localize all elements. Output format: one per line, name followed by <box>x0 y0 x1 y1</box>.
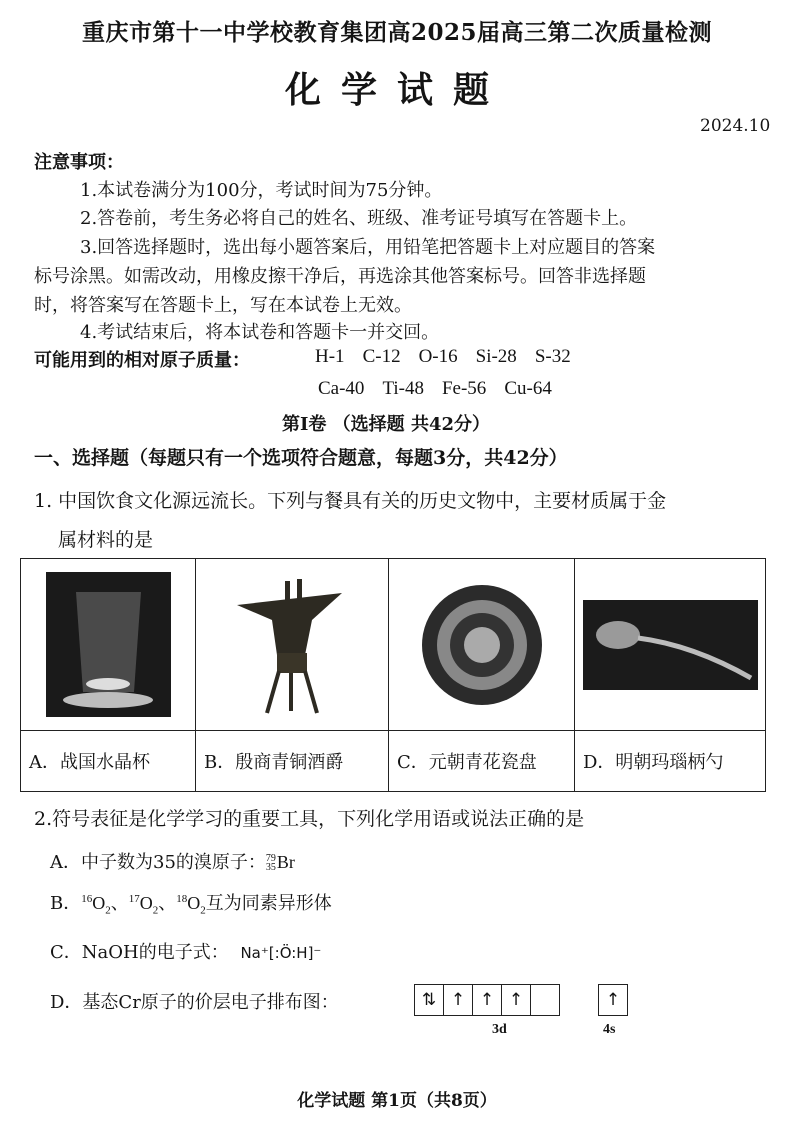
orbital-4s-1: ↑ <box>598 984 628 1016</box>
label-4s: 4s <box>603 1022 616 1037</box>
q1-option-c: C．元朝青花瓷盘 <box>389 731 575 791</box>
masses-row-2: Ca-40 Ti-48 Fe-56 Cu-64 <box>318 378 552 399</box>
orbital-3d-3: ↑ <box>472 984 501 1016</box>
q1-option-b: B．殷商青铜酒爵 <box>196 731 389 791</box>
orbital-3d-1: ⇅ <box>414 984 443 1016</box>
notice-item-3-cont1: 标号涂黑。如需改动，用橡皮擦干净后，再选涂其他答案标号。回答非选择题 <box>34 266 646 287</box>
q2-option-d: D．基态Cr原子的价层电子排布图： <box>50 992 339 1013</box>
q1-stem-line2: 属材料的是 <box>58 529 154 551</box>
orbital-3d-5 <box>530 984 560 1016</box>
label-3d: 3d <box>492 1022 507 1037</box>
orbital-3d-2: ↑ <box>443 984 472 1016</box>
blue-white-plate-image <box>389 559 575 731</box>
q2-stem: 2.符号表征是化学学习的重要工具，下列化学用语或说法正确的是 <box>34 808 585 830</box>
naoh-electron-formula: Na⁺[:Ö:H]⁻ <box>240 944 322 962</box>
page-title: 化学试题 <box>284 69 509 111</box>
bronze-jue-image <box>196 559 389 731</box>
notice-item-4: 4.考试结束后，将本试卷和答题卡一并交回。 <box>80 322 440 343</box>
q2-option-c: C．NaOH的电子式： Na⁺[:Ö:H]⁻ <box>50 942 322 963</box>
exam-date: 2024.10 <box>700 116 771 136</box>
page-footer: 化学试题 第1页（共8页） <box>297 1091 497 1111</box>
orbital-3d-4: ↑ <box>501 984 530 1016</box>
agate-spoon-image <box>575 559 765 731</box>
notice-item-3-cont2: 时，将答案写在答题卡上，写在本试卷上无效。 <box>34 295 412 316</box>
masses-row-1: H-1 C-12 O-16 Si-28 S-32 <box>315 346 571 367</box>
q2-option-b: B．$^{16}O_2$、$^{17}O_2$、$^{18}O_2$互为同素异形体 <box>50 893 332 917</box>
q1-option-d: D．明朝玛瑙柄勺 <box>583 752 724 773</box>
q1-option-a: A．战国水晶杯 <box>21 731 196 791</box>
q1-stem-line1: 1. 中国饮食文化源远流长。下列与餐具有关的历史文物中，主要材质属于金 <box>34 490 667 512</box>
q1-options-table <box>20 558 766 792</box>
school-header: 重庆市第十一中学校教育集团高2025届高三第二次质量检测 <box>81 19 712 46</box>
notice-item-1: 1.本试卷满分为100分，考试时间为75分钟。 <box>80 180 443 201</box>
part1-heading: 第Ⅰ卷 （选择题 共42分） <box>282 414 491 435</box>
q2-option-a: A．中子数为35的溴原子： 79 35 Br <box>50 852 295 873</box>
notice-item-3: 3.回答选择题时，选出每小题答案后，用铅笔把答题卡上对应题目的答案 <box>80 237 656 258</box>
section-heading: 一、选择题（每题只有一个选项符合题意，每题3分，共42分） <box>34 447 568 469</box>
crystal-cup-image <box>21 559 196 731</box>
notice-item-2: 2.答卷前，考生务必将自己的姓名、班级、准考证号填写在答题卡上。 <box>80 208 638 229</box>
notice-heading: 注意事项： <box>34 152 124 173</box>
masses-label: 可能用到的相对原子质量： <box>34 350 250 371</box>
orbital-4s-box <box>598 984 628 1016</box>
orbital-3d-boxes <box>414 984 560 1016</box>
